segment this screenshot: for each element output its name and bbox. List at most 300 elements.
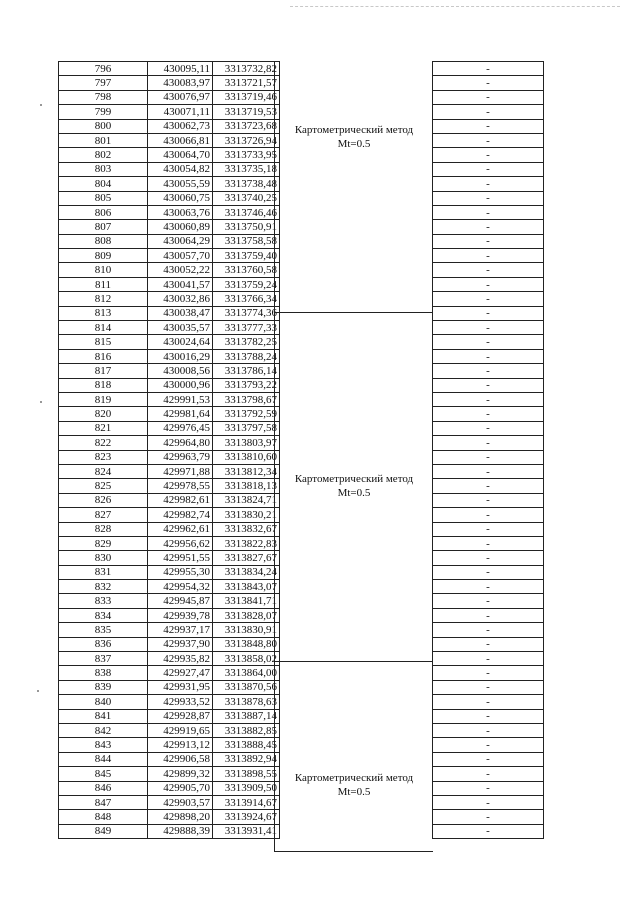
coord-y: 3313759,40 [213, 249, 280, 263]
coord-x: 430076,97 [148, 90, 213, 104]
dash-row [433, 738, 544, 752]
dash-cell: - [433, 392, 544, 406]
table-row [59, 407, 280, 421]
coord-y: 3313740,25 [213, 191, 280, 205]
coord-y: 3313792,59 [213, 407, 280, 421]
coord-x: 429935,82 [148, 652, 213, 666]
table-row [59, 824, 280, 838]
coord-x: 429971,88 [148, 464, 213, 478]
point-number: 800 [59, 119, 148, 133]
dash-cell: - [433, 680, 544, 694]
coord-x: 430064,70 [148, 148, 213, 162]
table-row [59, 378, 280, 392]
coord-x: 429978,55 [148, 479, 213, 493]
table-row [59, 781, 280, 795]
point-number: 837 [59, 652, 148, 666]
table-row [59, 234, 280, 248]
dash-cell: - [433, 479, 544, 493]
scan-speck [40, 104, 42, 106]
coord-y: 3313766,34 [213, 292, 280, 306]
table-row [59, 551, 280, 565]
table-row [59, 508, 280, 522]
dash-cell: - [433, 407, 544, 421]
coord-y: 3313719,53 [213, 105, 280, 119]
dash-cell: - [433, 508, 544, 522]
dash-cell: - [433, 623, 544, 637]
method-accuracy: Mt=0.5 [337, 487, 371, 499]
dash-row [433, 508, 544, 522]
coord-x: 430062,73 [148, 119, 213, 133]
coord-y: 3313760,58 [213, 263, 280, 277]
dash-cell: - [433, 220, 544, 234]
dash-row [433, 652, 544, 666]
method-block-3 [274, 661, 433, 852]
dash-row [433, 234, 544, 248]
coord-y: 3313719,46 [213, 90, 280, 104]
dash-cell: - [433, 666, 544, 680]
dash-cell: - [433, 436, 544, 450]
point-number: 820 [59, 407, 148, 421]
point-number: 823 [59, 450, 148, 464]
coord-y: 3313758,58 [213, 234, 280, 248]
point-number: 817 [59, 364, 148, 378]
coord-y: 3313892,94 [213, 752, 280, 766]
coord-y: 3313810,60 [213, 450, 280, 464]
dash-row [433, 723, 544, 737]
table-row [59, 62, 280, 76]
dash-column-table [432, 61, 544, 839]
coord-x: 429951,55 [148, 551, 213, 565]
table-row [59, 292, 280, 306]
dash-cell: - [433, 335, 544, 349]
dash-row [433, 191, 544, 205]
dash-cell: - [433, 62, 544, 76]
coord-y: 3313848,80 [213, 637, 280, 651]
table-row [59, 479, 280, 493]
coord-x: 429919,65 [148, 723, 213, 737]
coord-y: 3313878,63 [213, 695, 280, 709]
dash-row [433, 119, 544, 133]
dash-row [433, 580, 544, 594]
dash-row [433, 450, 544, 464]
coord-y: 3313914,67 [213, 795, 280, 809]
dash-cell: - [433, 652, 544, 666]
table-row [59, 364, 280, 378]
dash-row [433, 637, 544, 651]
table-row [59, 148, 280, 162]
dash-row [433, 277, 544, 291]
coord-x: 429962,61 [148, 522, 213, 536]
table-row [59, 464, 280, 478]
point-number: 830 [59, 551, 148, 565]
dash-cell: - [433, 277, 544, 291]
table-row [59, 493, 280, 507]
table-row [59, 263, 280, 277]
table-row [59, 76, 280, 90]
coord-x: 430063,76 [148, 205, 213, 219]
dash-cell: - [433, 795, 544, 809]
coord-y: 3313841,71 [213, 594, 280, 608]
coord-y: 3313864,00 [213, 666, 280, 680]
dash-cell: - [433, 119, 544, 133]
table-row [59, 392, 280, 406]
dash-row [433, 824, 544, 838]
table-row [59, 536, 280, 550]
dash-row [433, 321, 544, 335]
dash-cell: - [433, 364, 544, 378]
coord-y: 3313723,68 [213, 119, 280, 133]
method-block-2 [274, 312, 433, 662]
table-row [59, 105, 280, 119]
point-number: 834 [59, 608, 148, 622]
point-number: 813 [59, 306, 148, 320]
dash-cell: - [433, 551, 544, 565]
table-row [59, 723, 280, 737]
dash-row [433, 105, 544, 119]
dash-row [433, 436, 544, 450]
point-number: 835 [59, 623, 148, 637]
table-row [59, 335, 280, 349]
coord-y: 3313759,24 [213, 277, 280, 291]
coord-x: 430083,97 [148, 76, 213, 90]
coord-x: 429939,78 [148, 608, 213, 622]
dash-row [433, 810, 544, 824]
coord-y: 3313733,95 [213, 148, 280, 162]
coord-x: 429888,39 [148, 824, 213, 838]
dash-cell: - [433, 205, 544, 219]
point-number: 847 [59, 795, 148, 809]
point-number: 825 [59, 479, 148, 493]
dash-cell: - [433, 608, 544, 622]
method-text: Картометрический метод [294, 473, 414, 485]
dash-row [433, 378, 544, 392]
coord-y: 3313882,85 [213, 723, 280, 737]
dash-cell: - [433, 781, 544, 795]
table-row [59, 810, 280, 824]
point-number: 844 [59, 752, 148, 766]
coord-y: 3313726,94 [213, 133, 280, 147]
dash-row [433, 421, 544, 435]
coord-y: 3313798,67 [213, 392, 280, 406]
coord-y: 3313774,36 [213, 306, 280, 320]
table-row [59, 752, 280, 766]
coord-x: 429991,53 [148, 392, 213, 406]
coord-x: 430071,11 [148, 105, 213, 119]
dash-row [433, 565, 544, 579]
point-number: 798 [59, 90, 148, 104]
point-number: 846 [59, 781, 148, 795]
point-number: 840 [59, 695, 148, 709]
table-row [59, 436, 280, 450]
table-row [59, 177, 280, 191]
table-row [59, 795, 280, 809]
coord-x: 430054,82 [148, 162, 213, 176]
dash-cell: - [433, 191, 544, 205]
dash-row [433, 249, 544, 263]
dash-cell: - [433, 522, 544, 536]
dash-row [433, 767, 544, 781]
coord-y: 3313803,97 [213, 436, 280, 450]
point-number: 810 [59, 263, 148, 277]
coord-y: 3313793,22 [213, 378, 280, 392]
dash-row [433, 522, 544, 536]
point-number: 819 [59, 392, 148, 406]
coord-y: 3313843,07 [213, 580, 280, 594]
dash-row [433, 162, 544, 176]
table-row [59, 450, 280, 464]
point-number: 805 [59, 191, 148, 205]
point-number: 842 [59, 723, 148, 737]
table-row [59, 652, 280, 666]
table-row [59, 119, 280, 133]
table-row [59, 608, 280, 622]
point-number: 848 [59, 810, 148, 824]
coord-x: 429905,70 [148, 781, 213, 795]
coord-x: 430060,89 [148, 220, 213, 234]
coord-y: 3313782,25 [213, 335, 280, 349]
point-number: 843 [59, 738, 148, 752]
dash-cell: - [433, 824, 544, 838]
dash-row [433, 292, 544, 306]
coord-y: 3313721,57 [213, 76, 280, 90]
table-row [59, 709, 280, 723]
dash-row [433, 335, 544, 349]
dash-row [433, 364, 544, 378]
dash-cell: - [433, 536, 544, 550]
dash-row [433, 177, 544, 191]
dash-row [433, 90, 544, 104]
point-number: 808 [59, 234, 148, 248]
point-number: 826 [59, 493, 148, 507]
table-row [59, 220, 280, 234]
dash-cell: - [433, 493, 544, 507]
point-number: 812 [59, 292, 148, 306]
point-number: 818 [59, 378, 148, 392]
coord-y: 3313830,21 [213, 508, 280, 522]
dash-row [433, 594, 544, 608]
coord-y: 3313797,58 [213, 421, 280, 435]
dash-cell: - [433, 148, 544, 162]
table-row [59, 205, 280, 219]
point-number: 845 [59, 767, 148, 781]
table-row [59, 133, 280, 147]
dash-row [433, 263, 544, 277]
table-row [59, 162, 280, 176]
dash-cell: - [433, 450, 544, 464]
dash-cell: - [433, 133, 544, 147]
coord-x: 430052,22 [148, 263, 213, 277]
coord-x: 430008,56 [148, 364, 213, 378]
dash-cell: - [433, 723, 544, 737]
dash-cell: - [433, 421, 544, 435]
point-number: 807 [59, 220, 148, 234]
dash-row [433, 306, 544, 320]
point-number: 822 [59, 436, 148, 450]
coord-y: 3313777,33 [213, 321, 280, 335]
coord-y: 3313746,46 [213, 205, 280, 219]
coord-x: 430016,29 [148, 349, 213, 363]
dash-cell: - [433, 249, 544, 263]
method-text: Картометрический метод [294, 772, 414, 784]
dash-cell: - [433, 565, 544, 579]
dash-cell: - [433, 580, 544, 594]
scan-speck [40, 401, 42, 403]
point-number: 796 [59, 62, 148, 76]
table-row [59, 594, 280, 608]
coord-x: 429899,32 [148, 767, 213, 781]
dash-cell: - [433, 306, 544, 320]
scan-speck [37, 690, 39, 692]
dash-cell: - [433, 349, 544, 363]
point-number: 824 [59, 464, 148, 478]
point-number: 804 [59, 177, 148, 191]
point-number: 803 [59, 162, 148, 176]
dash-row [433, 148, 544, 162]
coord-x: 429945,87 [148, 594, 213, 608]
coord-y: 3313887,14 [213, 709, 280, 723]
coord-y: 3313870,56 [213, 680, 280, 694]
point-number: 806 [59, 205, 148, 219]
coord-x: 430038,47 [148, 306, 213, 320]
table-row [59, 321, 280, 335]
dash-cell: - [433, 695, 544, 709]
coord-y: 3313830,91 [213, 623, 280, 637]
coord-x: 430032,86 [148, 292, 213, 306]
dash-cell: - [433, 76, 544, 90]
dash-row [433, 205, 544, 219]
point-number: 821 [59, 421, 148, 435]
table-row [59, 695, 280, 709]
dash-cell: - [433, 105, 544, 119]
coord-x: 429956,62 [148, 536, 213, 550]
point-number: 833 [59, 594, 148, 608]
dash-cell: - [433, 767, 544, 781]
dash-cell: - [433, 234, 544, 248]
dash-cell: - [433, 738, 544, 752]
point-number: 827 [59, 508, 148, 522]
dash-cell: - [433, 321, 544, 335]
table-row [59, 623, 280, 637]
point-number: 828 [59, 522, 148, 536]
coord-x: 429954,32 [148, 580, 213, 594]
point-number: 839 [59, 680, 148, 694]
coord-y: 3313931,41 [213, 824, 280, 838]
scan-artifact-line [290, 6, 620, 7]
point-number: 811 [59, 277, 148, 291]
point-number: 802 [59, 148, 148, 162]
point-number: 829 [59, 536, 148, 550]
point-number: 832 [59, 580, 148, 594]
coord-x: 430055,59 [148, 177, 213, 191]
coord-y: 3313828,07 [213, 608, 280, 622]
table-row [59, 191, 280, 205]
dash-row [433, 695, 544, 709]
coord-x: 429981,64 [148, 407, 213, 421]
coord-x: 429933,52 [148, 695, 213, 709]
coord-x: 429898,20 [148, 810, 213, 824]
dash-cell: - [433, 594, 544, 608]
coord-y: 3313818,13 [213, 479, 280, 493]
coord-x: 429964,80 [148, 436, 213, 450]
table-row [59, 565, 280, 579]
dash-row [433, 407, 544, 421]
dash-cell: - [433, 752, 544, 766]
coord-y: 3313909,50 [213, 781, 280, 795]
coord-x: 430064,29 [148, 234, 213, 248]
coord-y: 3313735,18 [213, 162, 280, 176]
dash-row [433, 464, 544, 478]
coord-y: 3313750,91 [213, 220, 280, 234]
dash-row [433, 551, 544, 565]
table-row [59, 522, 280, 536]
coord-x: 429903,57 [148, 795, 213, 809]
dash-cell: - [433, 177, 544, 191]
coord-x: 429927,47 [148, 666, 213, 680]
coord-y: 3313824,71 [213, 493, 280, 507]
coord-x: 430000,96 [148, 378, 213, 392]
table-row [59, 738, 280, 752]
point-number: 814 [59, 321, 148, 335]
coord-x: 429906,58 [148, 752, 213, 766]
method-accuracy: Mt=0.5 [337, 786, 371, 798]
dash-row [433, 392, 544, 406]
dash-cell: - [433, 464, 544, 478]
point-number: 809 [59, 249, 148, 263]
dash-cell: - [433, 263, 544, 277]
method-text: Картометрический метод [294, 124, 414, 136]
point-number: 797 [59, 76, 148, 90]
dash-row [433, 479, 544, 493]
coord-y: 3313812,34 [213, 464, 280, 478]
coord-x: 430066,81 [148, 133, 213, 147]
table-row [59, 249, 280, 263]
dash-row [433, 752, 544, 766]
dash-row [433, 666, 544, 680]
coord-x: 429937,17 [148, 623, 213, 637]
dash-row [433, 62, 544, 76]
point-number: 799 [59, 105, 148, 119]
table-row [59, 767, 280, 781]
point-number: 816 [59, 349, 148, 363]
table-row [59, 349, 280, 363]
table-row [59, 277, 280, 291]
dash-cell: - [433, 292, 544, 306]
point-number: 831 [59, 565, 148, 579]
coord-y: 3313858,02 [213, 652, 280, 666]
point-number: 838 [59, 666, 148, 680]
dash-row [433, 349, 544, 363]
point-number: 849 [59, 824, 148, 838]
dash-row [433, 680, 544, 694]
coord-y: 3313888,45 [213, 738, 280, 752]
table-row [59, 90, 280, 104]
coord-y: 3313827,67 [213, 551, 280, 565]
dash-row [433, 781, 544, 795]
table-row [59, 666, 280, 680]
coord-y: 3313732,82 [213, 62, 280, 76]
dash-row [433, 608, 544, 622]
coord-x: 429976,45 [148, 421, 213, 435]
table-row [59, 637, 280, 651]
coord-x: 429931,95 [148, 680, 213, 694]
coord-x: 430095,11 [148, 62, 213, 76]
dash-cell: - [433, 162, 544, 176]
coord-y: 3313786,14 [213, 364, 280, 378]
dash-cell: - [433, 810, 544, 824]
dash-row [433, 220, 544, 234]
dash-row [433, 623, 544, 637]
coord-x: 430041,57 [148, 277, 213, 291]
